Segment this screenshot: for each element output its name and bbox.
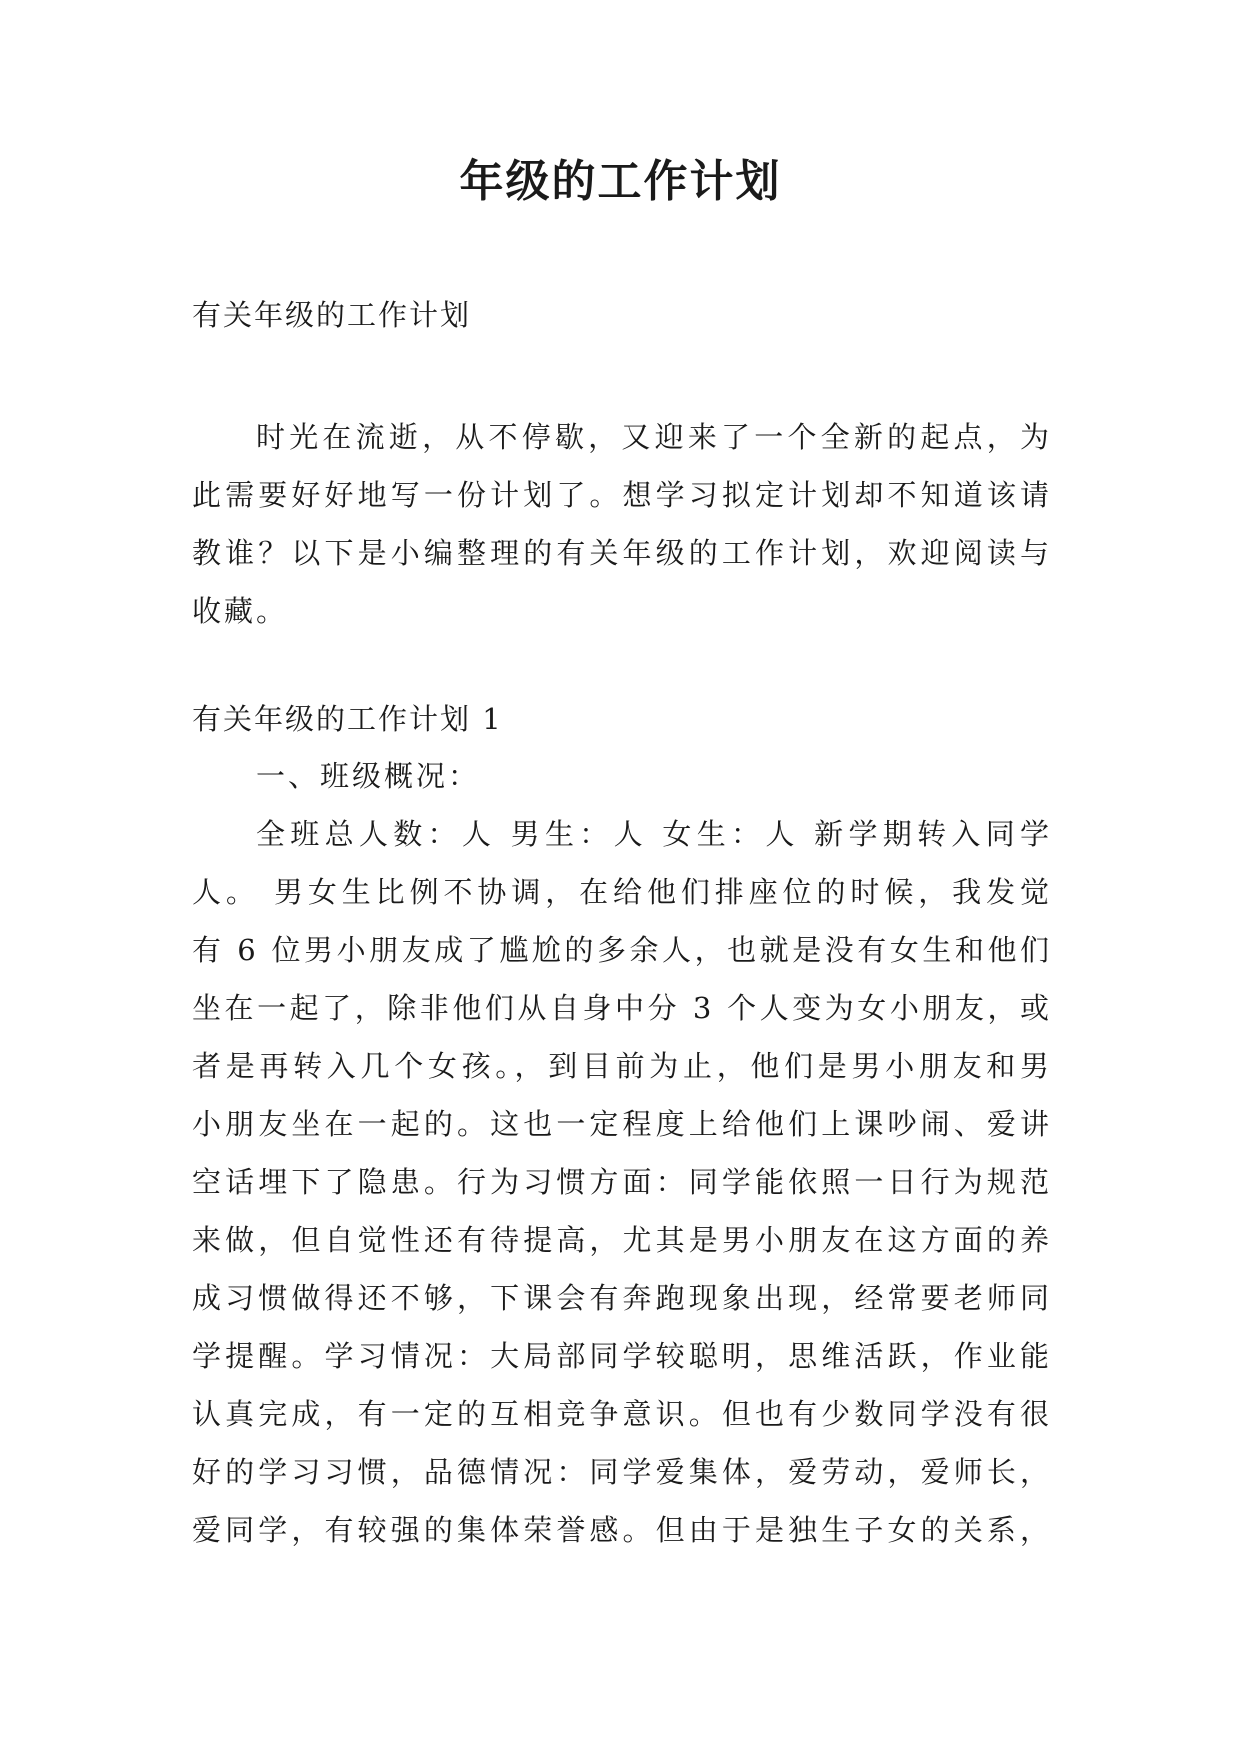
body-line: 者是再转入几个女孩。，到目前为止，他们是男小朋友和男 xyxy=(192,1049,1052,1083)
body-line: 小朋友坐在一起的。这也一定程度上给他们上课吵闹、爱讲 xyxy=(192,1107,1052,1141)
body-line: 学提醒。学习情况：大局部同学较聪明，思维活跃，作业能 xyxy=(192,1339,1052,1373)
intro-line: 此需要好好地写一份计划了。想学习拟定计划却不知道该请 xyxy=(192,478,1052,512)
body-line: 认真完成，有一定的互相竞争意识。但也有少数同学没有很 xyxy=(192,1397,1052,1431)
body-line: 全班总人数：人 男生：人 女生：人 新学期转入同学 xyxy=(256,817,1052,851)
body-line: 来做，但自觉性还有待提高，尤其是男小朋友在这方面的养 xyxy=(192,1223,1052,1257)
document-subtitle: 有关年级的工作计划 xyxy=(192,298,472,332)
intro-line: 收藏。 xyxy=(192,594,289,628)
body-paragraph xyxy=(192,805,1052,1559)
intro-paragraph xyxy=(192,408,1052,640)
body-line: 有 6 位男小朋友成了尴尬的多余人，也就是没有女生和他们 xyxy=(192,933,1052,967)
body-line: 空话埋下了隐患。行为习惯方面：同学能依照一日行为规范 xyxy=(192,1165,1052,1199)
intro-line: 时光在流逝，从不停歇，又迎来了一个全新的起点，为 xyxy=(256,420,1052,454)
body-line: 爱同学，有较强的集体荣誉感。但由于是独生子女的关系， xyxy=(192,1513,1052,1547)
intro-line: 教谁？以下是小编整理的有关年级的工作计划，欢迎阅读与 xyxy=(192,536,1052,570)
body-line: 人。 男女生比例不协调，在给他们排座位的时候，我发觉 xyxy=(192,875,1052,909)
body-line: 坐在一起了，除非他们从自身中分 3 个人变为女小朋友，或 xyxy=(192,991,1052,1025)
document-title: 年级的工作计划 xyxy=(459,156,782,207)
sub-heading: 一、班级概况： xyxy=(256,759,481,793)
section-heading: 有关年级的工作计划 1 xyxy=(192,702,503,736)
body-line: 成习惯做得还不够，下课会有奔跑现象出现，经常要老师同 xyxy=(192,1281,1052,1315)
body-line: 好的学习习惯，品德情况：同学爱集体，爱劳动，爱师长， xyxy=(192,1455,1052,1489)
